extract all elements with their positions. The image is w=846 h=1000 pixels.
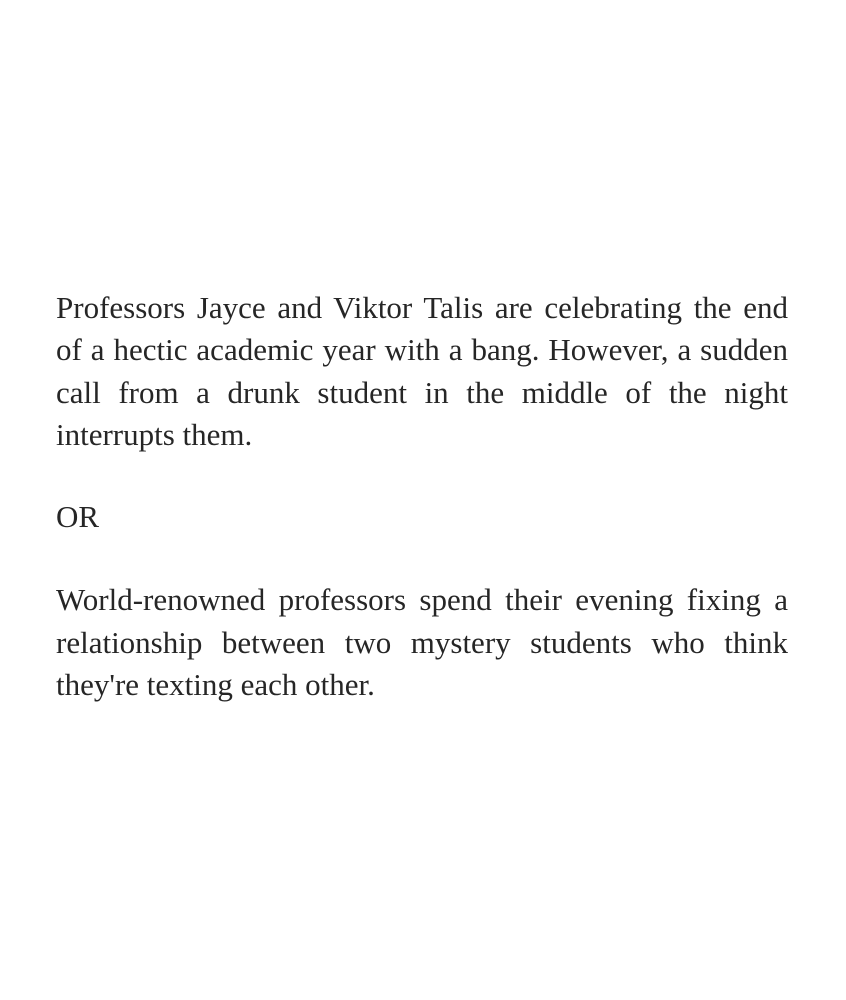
paragraph-first: Professors Jayce and Viktor Talis are celebrating the end of a hectic academic year with a bang. However, a sudden call from a drunk student in the middle of the night interrupts them. — [56, 290, 788, 452]
blurb-text — [56, 287, 788, 706]
paragraph-second: World-renowned professors spend their evening fixing a relationship between two mystery students who think they're texting each other. — [56, 582, 788, 703]
separator-or: OR — [56, 499, 100, 535]
